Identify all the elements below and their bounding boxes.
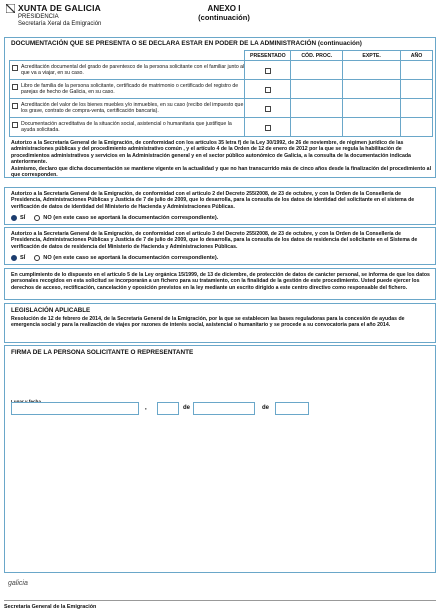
proc-code-cell[interactable]: [291, 80, 343, 99]
identity-consent-text: Autorizo a la Secretaría General de la Emigración, de conformidad con el artículo 2 del Decreto 255/2008, de 23 de octubre, y con la Orden de la Consellería de Presidencia, Administraciones Públicas y Justicia de 7 de julio de 2009, que lo desarrolla, para la consulta de los datos de identidad del solicitante en el sistema de verificación de datos de identidad del Ministerio de Hacienda y Administraciones Públicas.: [11, 191, 415, 210]
identity-consent-section: [4, 187, 436, 225]
file-cell[interactable]: [343, 61, 401, 80]
residence-consent-section: [4, 227, 436, 265]
month-field[interactable]: [193, 402, 255, 415]
document-row-text: Libro de familia de la persona solicitante, certificado de matrimonio o certificado del registro de parejas de hecho de Galicia, en su caso.: [21, 82, 239, 95]
document-row-checkbox[interactable]: [12, 65, 18, 71]
document-row-text: Acreditación del valor de los bienes muebles y/o inmuebles, en su caso (recibo del impuesto que los grave, contrato de compra-venta, certificación bancaria).: [21, 101, 244, 114]
annex-subtitle: (continuación): [198, 13, 250, 22]
signature-section: [4, 345, 436, 573]
documentation-title: DOCUMENTACIÓN QUE SE PRESENTA O SE DECLARA ESTAR EN PODER DE LA ADMINISTRACIÓN (continuación): [11, 40, 362, 47]
privacy-section: [4, 268, 436, 300]
comma-separator: ,: [145, 405, 147, 411]
signature-title: FIRMA DE LA PERSONA SOLICITANTE O REPRESENTANTE: [11, 349, 194, 356]
de-separator: de: [183, 405, 191, 411]
residence-consent-text: Autorizo a la Secretaría General de la Emigración, de conformidad con el artículo 3 del Decreto 255/2008, de 23 de octubre, y con la Orden de la Consellería de Presidencia, Administraciones Públicas y Justicia de 7 de julio de 2009, que lo desarrolla, para la consulta de los datos de residencia del solicitante en el Sistema de verificación de datos de residencia del Ministerio de Hacienda y Administraciones Públicas.: [11, 231, 418, 250]
identity-consent-no-label: NO (en este caso se aportará la documentación correspondiente).: [43, 215, 219, 221]
residence-consent-no-radio[interactable]: [34, 255, 40, 261]
subdepartment-name: Secretaría Xeral da Emigración: [18, 21, 102, 27]
xunta-logo-icon: [6, 4, 15, 13]
department-name: PRESIDENCIA: [18, 14, 59, 20]
column-header-proc-code: CÓD. PROC.: [291, 51, 343, 61]
proc-code-cell[interactable]: [291, 99, 343, 118]
document-row-checkbox[interactable]: [12, 103, 18, 109]
year-cell[interactable]: [401, 118, 433, 137]
document-row-text: Acreditación documental del grado de parentesco de la persona solicitante con el familiar junto al que va a viajar, en su caso.: [21, 63, 245, 76]
identity-consent-yes-label: SÍ: [20, 215, 26, 221]
place-field[interactable]: [11, 402, 139, 415]
footer-divider: [4, 600, 436, 601]
org-name: XUNTA DE GALICIA: [18, 3, 102, 13]
column-header-blank: [10, 51, 245, 61]
column-header-year: AÑO: [401, 51, 433, 61]
form-header: [4, 2, 436, 34]
residence-consent-yes-radio[interactable]: [11, 255, 17, 261]
file-cell[interactable]: [343, 118, 401, 137]
day-field[interactable]: [157, 402, 179, 415]
legislation-text: Resolución de 12 de febrero de 2014, de la Secretaría General de la Emigración, por la que se establecen las bases reguladoras para la concesión de ayudas de emergencia social y para la realización de viajes por razones de interés social, asistencial o humanitario y se procede a su convocatoria para el año 2014.: [11, 316, 405, 329]
identity-consent-choice: [11, 215, 218, 221]
de-separator: de: [262, 405, 270, 411]
validity-note: Asimismo, declaro que dicha documentación se mantiene vigente en la actualidad y que no han transcurrido más de cinco años desde la finalización del procedimiento al que corresponden.: [11, 166, 432, 179]
identity-consent-yes-radio[interactable]: [11, 215, 17, 221]
file-cell[interactable]: [343, 99, 401, 118]
table-row: [10, 118, 433, 137]
year-cell[interactable]: [401, 99, 433, 118]
year-cell[interactable]: [401, 61, 433, 80]
year-field[interactable]: [275, 402, 309, 415]
presented-checkbox[interactable]: [265, 106, 271, 112]
legislation-section: [4, 303, 436, 343]
documentation-table: [9, 50, 433, 137]
documentation-section: [4, 37, 436, 178]
footer-text: Secretaría General de la Emigración: [4, 604, 97, 610]
presented-checkbox[interactable]: [265, 87, 271, 93]
legislation-title: LEGISLACIÓN APLICABLE: [11, 307, 91, 314]
year-cell[interactable]: [401, 80, 433, 99]
table-row: [10, 61, 433, 80]
presented-checkbox[interactable]: [265, 125, 271, 131]
file-cell[interactable]: [343, 80, 401, 99]
column-header-file: EXPTE.: [343, 51, 401, 61]
annex-title: ANEXO I: [207, 4, 241, 13]
table-row: [10, 99, 433, 118]
authorization-note: Autorizo a la Secretaría General de la Emigración, de conformidad con los artículos 35 letra f) de la Ley 30/1992, de 26 de noviembre, de régimen jurídico de las administraciones públicas y del procedimiento administrativo común , y el artículo 4 de la Orden de 12 de enero de 2012 por la que se regula la habilitación de procedimientos administrativos y servicios en la Administración general y en el sector público autonómico de Galicia, a la consulta de la documentación indicada anteriormente.: [11, 140, 411, 165]
documentation-notes: [11, 140, 431, 180]
document-row-checkbox[interactable]: [12, 122, 18, 128]
privacy-text: En cumplimiento de lo dispuesto en el artículo 5 de la Ley orgánica 15/1999, de 13 de diciembre, de protección de datos de carácter personal, se informa de que los datos personales recogidos en esta solicitud se incorporarán a un fichero para su tratamiento, con la finalidad de la gestión de este procedimiento. Usted puede ejercer los derechos de acceso, rectificación, cancelación y oposición previstos en la ley mediante un escrito dirigido a este centro directivo como responsable del fichero.: [11, 272, 430, 291]
proc-code-cell[interactable]: [291, 118, 343, 137]
document-row-text: Documentación acreditativa de la situación social, asistencial o humanitaria que justifique la ayuda solicitada.: [21, 120, 232, 133]
proc-code-cell[interactable]: [291, 61, 343, 80]
document-row-checkbox[interactable]: [12, 84, 18, 90]
presented-checkbox[interactable]: [265, 68, 271, 74]
residence-consent-choice: [11, 255, 218, 261]
residence-consent-no-label: NO (en este caso se aportará la documentación correspondiente).: [43, 255, 219, 261]
galicia-logo: galicia: [8, 580, 28, 587]
residence-consent-yes-label: SÍ: [20, 255, 26, 261]
identity-consent-no-radio[interactable]: [34, 215, 40, 221]
column-header-presented: PRESENTADO: [245, 51, 291, 61]
table-row: [10, 80, 433, 99]
